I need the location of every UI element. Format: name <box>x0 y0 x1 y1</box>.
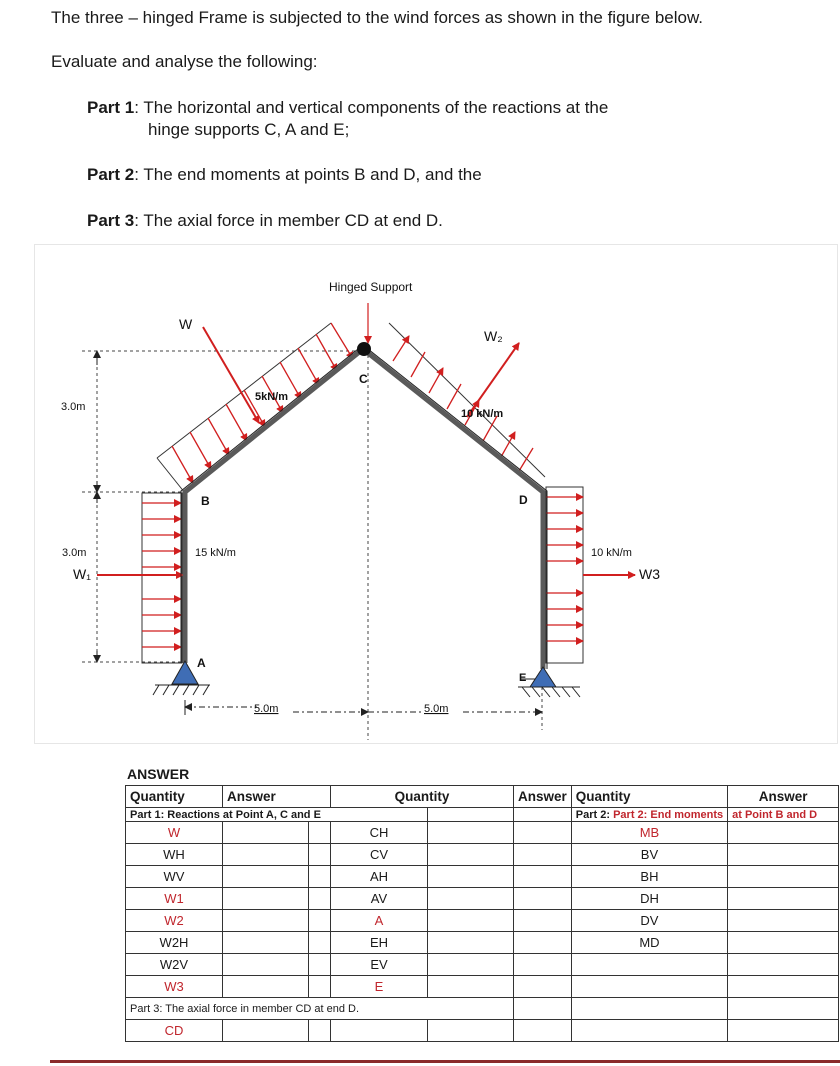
qty-dh: DH <box>571 888 727 910</box>
table-row <box>126 844 839 866</box>
answer-cell[interactable] <box>223 866 309 888</box>
w1-label: W₁ <box>73 566 91 582</box>
answer-cell[interactable] <box>223 1020 309 1042</box>
qty-dv: DV <box>571 910 727 932</box>
qty-eh: EH <box>331 932 428 954</box>
c-label: C <box>359 372 368 386</box>
table-row <box>126 866 839 888</box>
qty-wv: WV <box>126 866 223 888</box>
bottom-rule <box>50 1060 840 1063</box>
part1-line-b: hinge supports C, A and E; <box>148 120 350 139</box>
w2-label: W₂ <box>484 328 503 344</box>
part2-subheader-b: at Point B and D <box>728 808 839 822</box>
answer-cell[interactable] <box>514 976 572 998</box>
header-quantity-2: Quantity <box>331 786 514 808</box>
qty-cv: CV <box>331 844 428 866</box>
part1-text-a: : The horizontal and vertical components of the reactions at the <box>134 98 609 117</box>
header-answer-2: Answer <box>514 786 572 808</box>
left-roof-load <box>157 323 353 493</box>
left-column-load-label: 15 kN/m <box>195 547 236 559</box>
part3-row-label: Part 3: The axial force in member CD at end D. <box>126 998 514 1020</box>
qty-wh: WH <box>126 844 223 866</box>
answer-cell[interactable] <box>514 822 572 844</box>
qty-w1: W1 <box>126 888 223 910</box>
left-column-load <box>97 493 183 663</box>
part3-line <box>87 211 443 231</box>
header-quantity-1: Quantity <box>126 786 223 808</box>
e-label: E <box>519 672 527 684</box>
w-resultant-arrow <box>203 327 259 423</box>
part2-subheader-a: Part 2: Part 2: End moments <box>571 808 727 822</box>
answer-cell[interactable] <box>514 888 572 910</box>
qty-ah: AH <box>331 866 428 888</box>
answer-cell[interactable] <box>223 932 309 954</box>
answer-cell[interactable] <box>223 954 309 976</box>
answer-cell[interactable] <box>223 910 309 932</box>
qty-md: MD <box>571 932 727 954</box>
qty-w: W <box>126 822 223 844</box>
intro-line-1: The three – hinged Frame is subjected to the wind forces as shown in the figure below. <box>51 8 704 27</box>
qty-w2v: W2V <box>126 954 223 976</box>
answer-cell[interactable] <box>223 976 309 998</box>
part2-text: : The end moments at points B and D, and the <box>134 165 482 184</box>
answer-cell[interactable] <box>514 932 572 954</box>
qty-cd: CD <box>126 1020 223 1042</box>
frame-figure <box>34 244 838 744</box>
answer-cell[interactable] <box>514 910 572 932</box>
part3-label: Part 3 <box>87 211 135 230</box>
header-quantity-3: Quantity <box>571 786 727 808</box>
qty-e: E <box>331 976 428 998</box>
span-left-label: 5.0m <box>254 703 279 715</box>
table-row <box>126 910 839 932</box>
table-row <box>126 822 839 844</box>
part1-line <box>87 98 608 118</box>
answer-cell[interactable] <box>223 822 309 844</box>
right-column-load <box>546 487 635 663</box>
right-roof-load-label: 10 kN/m <box>461 408 504 420</box>
w3-label: W3 <box>639 566 660 582</box>
dim-top-label: 3.0m <box>61 401 86 413</box>
table-row <box>126 976 839 998</box>
span-right-label: 5.0m <box>424 703 449 715</box>
answer-cell[interactable] <box>514 866 572 888</box>
a-label: A <box>197 656 206 670</box>
part1-label: Part 1 <box>87 98 135 117</box>
table-row <box>126 954 839 976</box>
part1-subheader: Part 1: Reactions at Point A, C and E <box>126 808 428 822</box>
answer-cell[interactable] <box>728 844 839 866</box>
b-label: B <box>201 494 210 508</box>
intro-line-2: Evaluate and analyse the following: <box>51 52 318 71</box>
answer-cell[interactable] <box>728 866 839 888</box>
qty-w2: W2 <box>126 910 223 932</box>
part2-line <box>87 165 482 185</box>
answer-cell[interactable] <box>728 888 839 910</box>
qty-a: A <box>331 910 428 932</box>
part2-label: Part 2 <box>87 165 135 184</box>
answer-cell[interactable] <box>728 932 839 954</box>
qty-mb: MB <box>571 822 727 844</box>
table-row <box>126 888 839 910</box>
qty-bv: BV <box>571 844 727 866</box>
table-row <box>126 1020 839 1042</box>
answer-cell[interactable] <box>728 822 839 844</box>
right-roof-load <box>389 323 545 477</box>
qty-w2h: W2H <box>126 932 223 954</box>
answer-cell[interactable] <box>728 910 839 932</box>
answer-cell[interactable] <box>223 844 309 866</box>
qty-w3: W3 <box>126 976 223 998</box>
qty-av: AV <box>331 888 428 910</box>
dim-bottom-label: 3.0m <box>62 547 87 559</box>
answer-title: ANSWER <box>127 766 190 782</box>
qty-ch: CH <box>331 822 428 844</box>
w-label: W <box>179 316 193 332</box>
header-answer-3: Answer <box>728 786 839 808</box>
left-roof-load-label: 5kN/m <box>255 391 289 403</box>
subheader-row <box>126 808 839 822</box>
support-e <box>518 667 580 697</box>
header-row <box>126 786 839 808</box>
part3-text: : The axial force in member CD at end D. <box>134 211 443 230</box>
answer-cell[interactable] <box>514 844 572 866</box>
span-dimension <box>185 700 542 715</box>
right-column-load-label: 10 kN/m <box>591 547 632 559</box>
hinged-support-label: Hinged Support <box>329 280 413 294</box>
w2-resultant-arrow <box>467 343 519 417</box>
table-row <box>126 998 839 1020</box>
hinge-c <box>357 342 371 356</box>
frame-members <box>185 349 543 669</box>
header-answer-1: Answer <box>223 786 331 808</box>
answer-cell[interactable] <box>223 888 309 910</box>
frame-diagram <box>35 245 837 743</box>
d-label: D <box>519 493 528 507</box>
answer-table <box>125 785 839 1042</box>
table-row <box>126 932 839 954</box>
answer-cell[interactable] <box>514 954 572 976</box>
qty-bh: BH <box>571 866 727 888</box>
qty-ev: EV <box>331 954 428 976</box>
